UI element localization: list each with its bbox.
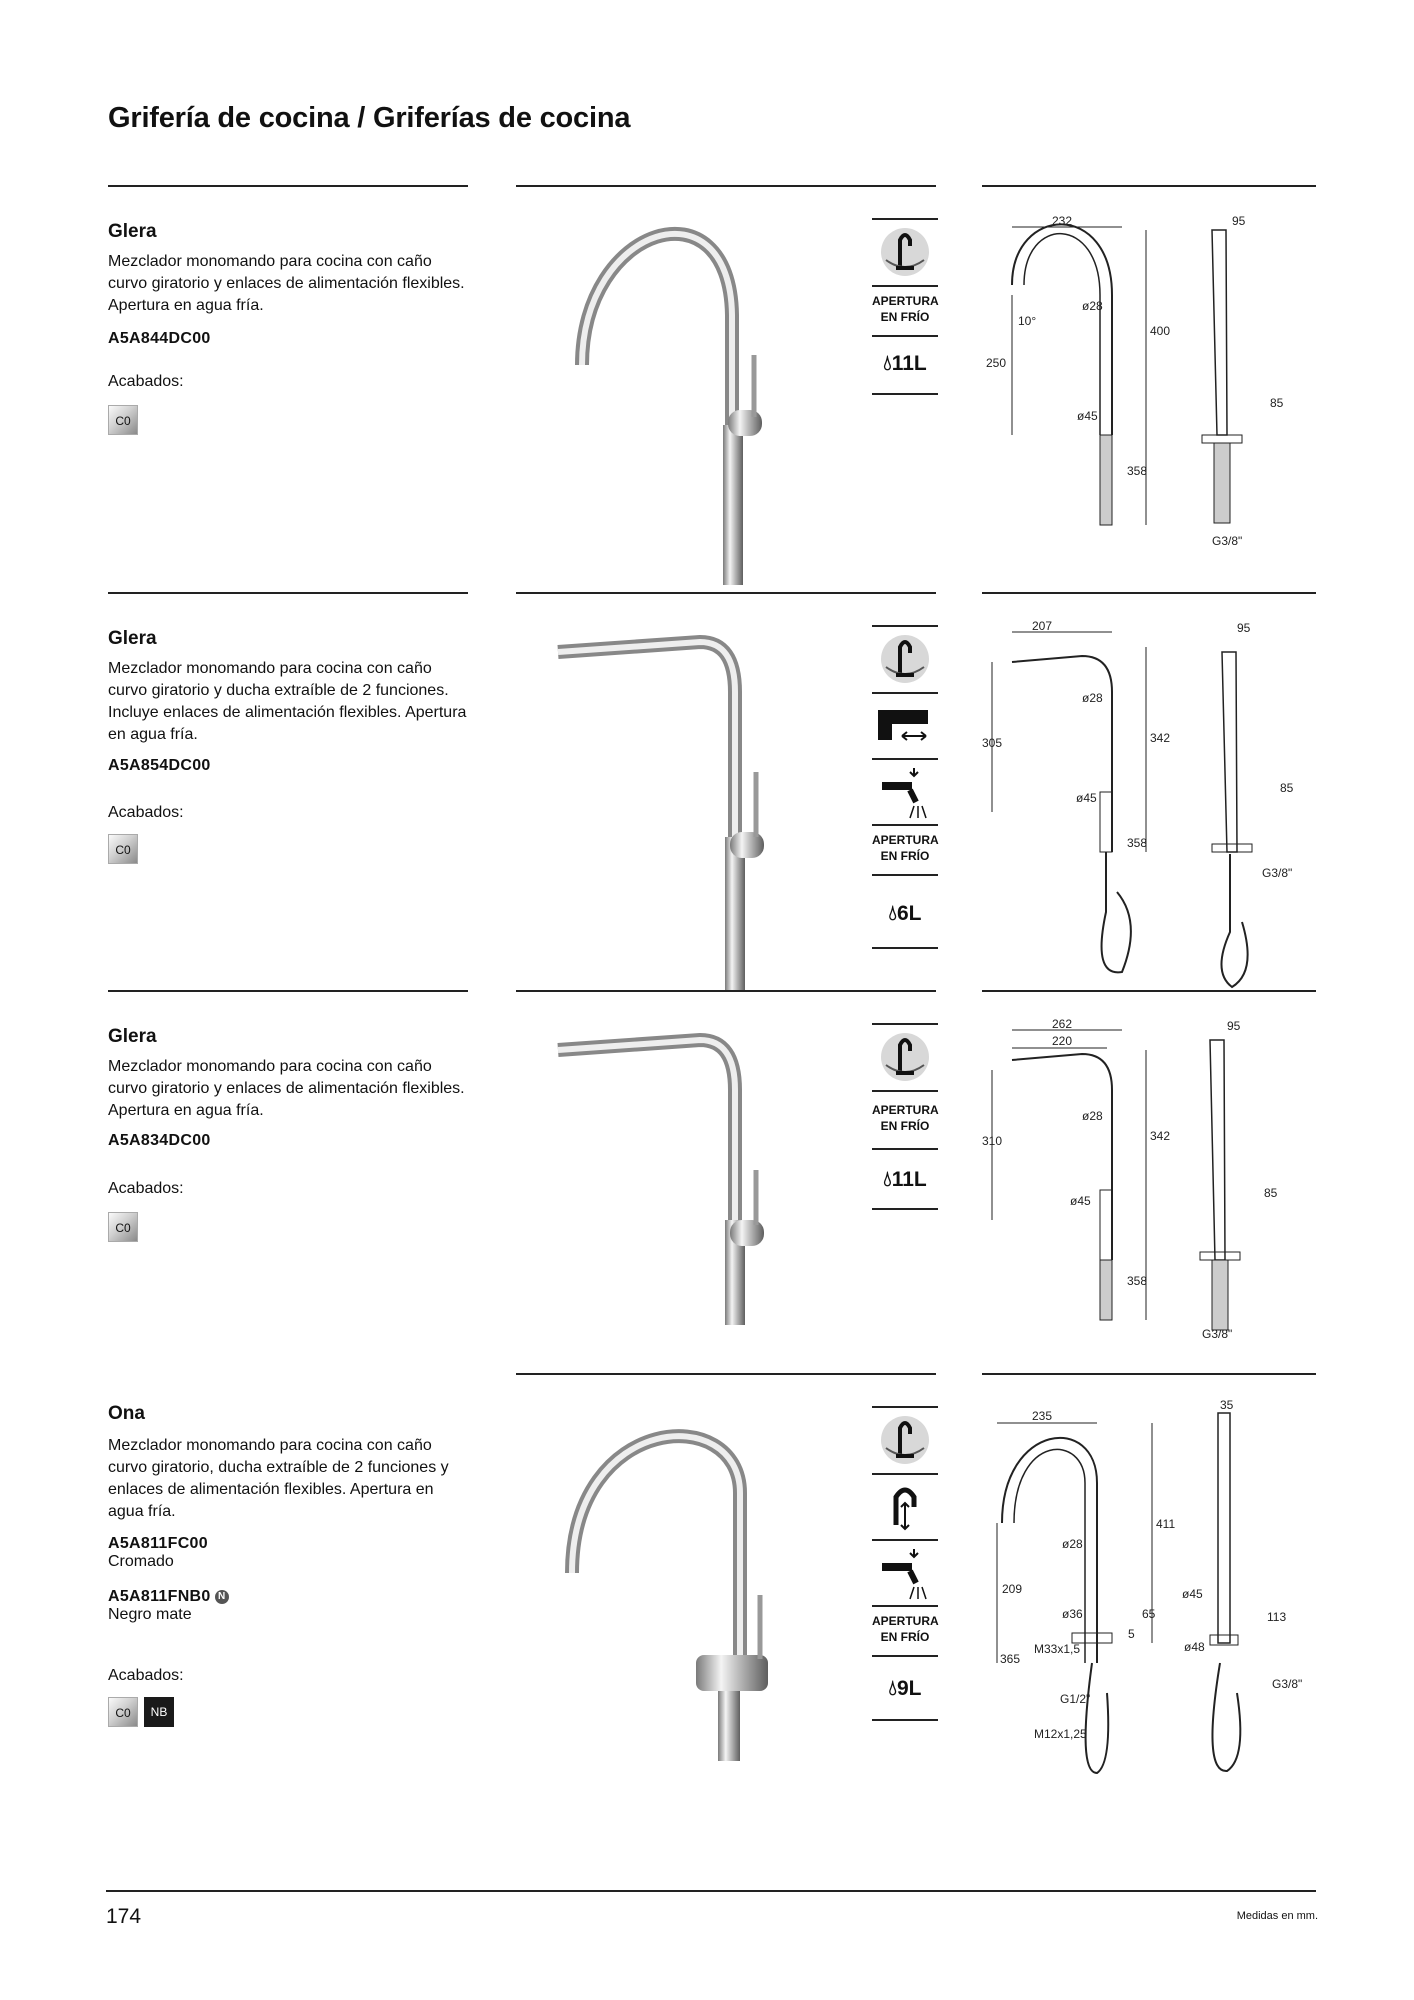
finishes-label: Acabados: <box>108 804 184 821</box>
faucet-photo <box>520 990 890 1390</box>
svg-text:G1/2": G1/2" <box>1060 1692 1091 1706</box>
pull-out-spray-icon <box>872 694 938 758</box>
svg-text:65: 65 <box>1142 1607 1156 1621</box>
swivel-spout-icon <box>872 1025 938 1089</box>
svg-text:85: 85 <box>1264 1186 1278 1200</box>
flow-rate-icon: 💧︎6L <box>888 902 922 925</box>
svg-text:411: 411 <box>1156 1517 1176 1531</box>
faucet-photo <box>520 185 890 585</box>
product-description: Mezclador monomando para cocina con caño curvo giratorio y enlaces de alimentación flexibles. Apertura en agua fría. <box>108 1058 465 1119</box>
product-name: Ona <box>108 1403 145 1424</box>
svg-text:235: 235 <box>1032 1409 1053 1423</box>
product-code: A5A811FC00 <box>108 1535 208 1552</box>
finish-swatch-chrome: C0 <box>108 1212 138 1242</box>
divider <box>108 592 468 594</box>
swivel-spout-icon <box>872 1408 938 1472</box>
svg-text:262: 262 <box>1052 1017 1073 1031</box>
product-code: A5A811FNB0 <box>108 1588 211 1605</box>
finish-swatch-chrome: C0 <box>108 834 138 864</box>
flow-rate-icon: 💧︎11L <box>883 1168 927 1191</box>
page-title: Grifería de cocina / Griferías de cocina <box>108 102 631 134</box>
page-number: 174 <box>106 1905 142 1928</box>
svg-text:ø28: ø28 <box>1082 1109 1103 1123</box>
flow-rate-icon: 💧︎11L <box>883 352 927 375</box>
svg-text:95: 95 <box>1237 621 1251 635</box>
finishes-label: Acabados: <box>108 373 184 390</box>
apertura-en-frio-icon: APERTURA EN FRÍO <box>872 1103 939 1133</box>
apertura-en-frio-icon: APERTURA EN FRÍO <box>872 294 939 324</box>
svg-text:10°: 10° <box>1018 314 1037 328</box>
footer-divider <box>106 1890 1316 1892</box>
product-description: Mezclador monomando para cocina con caño curvo giratorio y enlaces de alimentación flexibles. Apertura en agua fría. <box>108 253 465 314</box>
svg-text:G3/8": G3/8" <box>1202 1327 1233 1341</box>
svg-text:209: 209 <box>1002 1582 1023 1596</box>
product-code: A5A844DC00 <box>108 330 211 347</box>
svg-text:250: 250 <box>986 356 1007 370</box>
pull-down-spray-icon <box>872 1475 938 1539</box>
svg-text:310: 310 <box>982 1134 1003 1148</box>
svg-text:305: 305 <box>982 736 1003 750</box>
finish-swatch-black: NB <box>144 1697 174 1727</box>
technical-drawing <box>982 1373 1312 1793</box>
svg-text:G3/8": G3/8" <box>1272 1677 1303 1691</box>
svg-text:ø36: ø36 <box>1062 1607 1083 1621</box>
flow-rate-value: 6L <box>896 902 922 925</box>
product-variant <box>108 1588 229 1624</box>
technical-drawing <box>982 990 1312 1390</box>
svg-text:5: 5 <box>1128 1627 1135 1641</box>
new-badge-icon: N <box>215 1590 229 1604</box>
svg-text:358: 358 <box>1127 1274 1148 1288</box>
product-entry <box>0 185 1414 585</box>
svg-text:M12x1,25: M12x1,25 <box>1034 1727 1087 1741</box>
svg-text:G3/8": G3/8" <box>1262 866 1293 880</box>
svg-text:ø45: ø45 <box>1077 409 1098 423</box>
svg-text:ø45: ø45 <box>1182 1587 1203 1601</box>
svg-text:220: 220 <box>1052 1034 1073 1048</box>
finish-swatch-chrome: C0 <box>108 405 138 435</box>
svg-text:G3/8": G3/8" <box>1212 534 1243 548</box>
svg-text:400: 400 <box>1150 324 1171 338</box>
finish-name: Cromado <box>108 1553 174 1570</box>
divider <box>108 990 468 992</box>
product-code: A5A854DC00 <box>108 757 211 774</box>
product-name: Glera <box>108 628 157 649</box>
finishes-label: Acabados: <box>108 1667 184 1684</box>
finishes-label: Acabados: <box>108 1180 184 1197</box>
svg-text:95: 95 <box>1232 214 1246 228</box>
flow-rate-icon: 💧︎9L <box>888 1677 922 1700</box>
two-function-spray-icon <box>872 1541 938 1605</box>
product-entry <box>0 592 1414 992</box>
svg-text:ø28: ø28 <box>1082 691 1103 705</box>
svg-text:113: 113 <box>1267 1610 1287 1624</box>
product-entry <box>0 990 1414 1390</box>
apertura-en-frio-icon: APERTURA EN FRÍO <box>872 833 939 863</box>
svg-text:35: 35 <box>1220 1398 1234 1412</box>
technical-drawing <box>982 592 1312 992</box>
svg-text:232: 232 <box>1052 214 1073 228</box>
svg-text:85: 85 <box>1280 781 1294 795</box>
product-variant <box>108 1535 208 1571</box>
swivel-spout-icon <box>872 220 938 284</box>
svg-text:M33x1,5: M33x1,5 <box>1034 1642 1081 1656</box>
product-description: Mezclador monomando para cocina con caño curvo giratorio, ducha extraíble de 2 funciones y enlaces de alimentación flexibles. Apertura en agua fría. <box>108 1437 449 1520</box>
svg-text:ø28: ø28 <box>1082 299 1103 313</box>
flow-rate-value: 9L <box>896 1677 922 1700</box>
svg-text:85: 85 <box>1270 396 1284 410</box>
faucet-photo <box>520 592 890 992</box>
svg-text:ø45: ø45 <box>1070 1194 1091 1208</box>
product-name: Glera <box>108 221 157 242</box>
flow-rate-value: 11L <box>891 1168 927 1191</box>
product-code: A5A834DC00 <box>108 1132 211 1149</box>
product-entry <box>0 1373 1414 1793</box>
svg-text:ø45: ø45 <box>1076 791 1097 805</box>
svg-text:358: 358 <box>1127 464 1148 478</box>
swivel-spout-icon <box>872 627 938 691</box>
svg-text:342: 342 <box>1150 1129 1171 1143</box>
product-name: Glera <box>108 1026 157 1047</box>
units-note: Medidas en mm. <box>1236 1910 1318 1922</box>
svg-text:95: 95 <box>1227 1019 1241 1033</box>
svg-text:342: 342 <box>1150 731 1171 745</box>
two-function-spray-icon <box>872 760 938 824</box>
svg-text:207: 207 <box>1032 619 1053 633</box>
finish-name: Negro mate <box>108 1606 192 1623</box>
product-description: Mezclador monomando para cocina con caño curvo giratorio y ducha extraíble de 2 funciones. Incluye enlaces de alimentación flexibles. Apertura en agua fría. <box>108 660 467 743</box>
apertura-en-frio-icon: APERTURA EN FRÍO <box>872 1614 939 1644</box>
svg-text:358: 358 <box>1127 836 1148 850</box>
flow-rate-value: 11L <box>891 352 927 375</box>
technical-drawing <box>982 185 1312 585</box>
svg-text:ø48: ø48 <box>1184 1640 1205 1654</box>
svg-text:365: 365 <box>1000 1652 1021 1666</box>
divider <box>108 185 468 187</box>
finish-swatch-chrome: C0 <box>108 1697 138 1727</box>
svg-text:ø28: ø28 <box>1062 1537 1083 1551</box>
